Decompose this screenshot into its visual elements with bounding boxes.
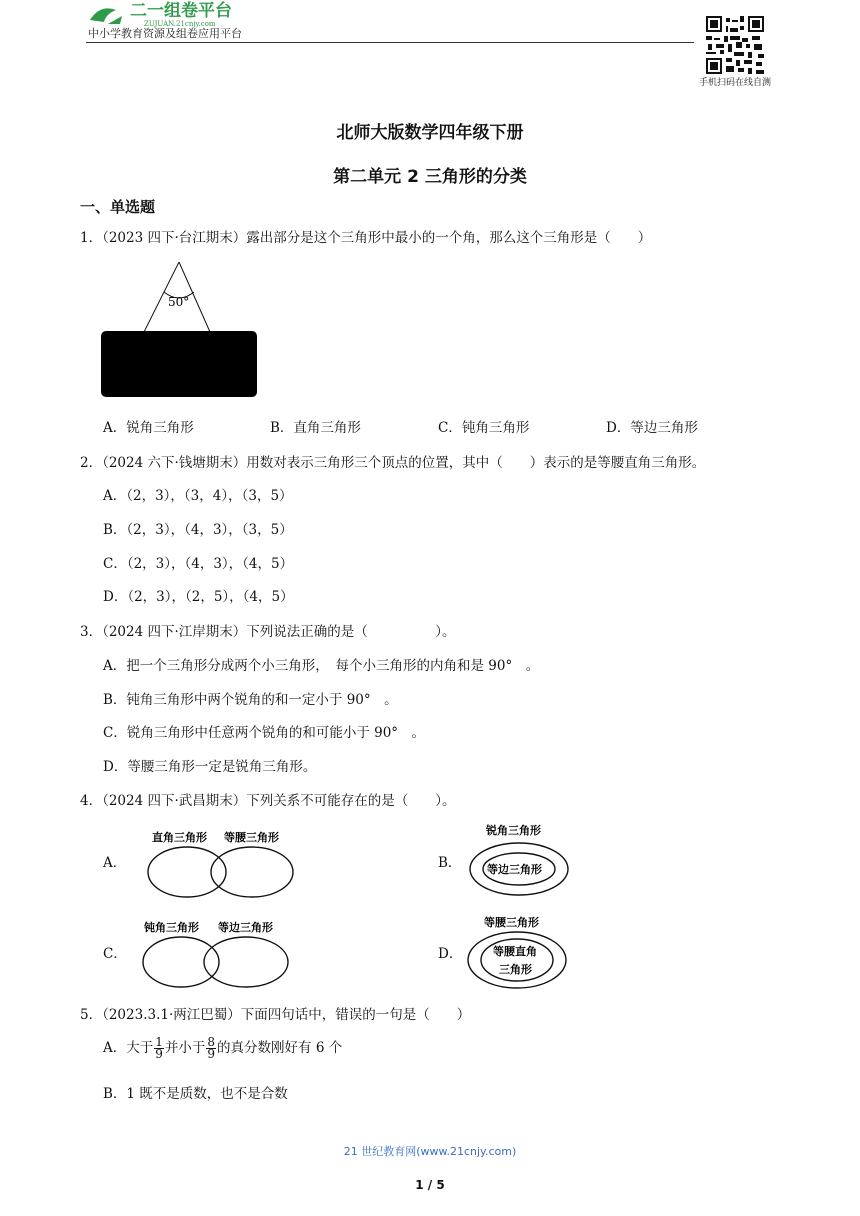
label-isosceles-triangle: 等腰三角形 [224, 831, 279, 844]
header-divider [86, 42, 694, 43]
covering-rectangle [101, 331, 257, 397]
footer-link[interactable]: 21 世纪教育网(www.21cnjy.com) [343, 1145, 517, 1158]
q3-option-a[interactable]: A．把一个三角形分成两个小三角形， 每个小三角形的内角和是 90° 。 [103, 658, 540, 674]
fraction-one-ninth: $\frac{1}{9}$ [155, 1035, 163, 1061]
question-4-stem: 4．（2024 四下·武昌期末）下列关系不可能存在的是（ ）。 [80, 793, 456, 809]
q5-a-suffix: 的真分数刚好有 6 个 [217, 1040, 343, 1056]
question-3-stem: 3．（2024 四下·江岸期末）下列说法正确的是（ ）。 [80, 624, 456, 640]
qr-caption: 手机扫码在线自测 [698, 78, 771, 88]
logo-runner-icon [90, 8, 116, 22]
q1-option-b[interactable]: B．直角三角形 [270, 420, 361, 436]
label-acute-triangle: 锐角三角形 [486, 824, 541, 837]
logo-url: ZUJUAN.21cnjy.com [144, 20, 216, 28]
q5-a-prefix: A．大于 [103, 1040, 154, 1056]
q4-diagram-d [464, 912, 570, 990]
q5-option-a[interactable] [103, 1036, 342, 1060]
logo-brand: 二一组卷平台 [130, 1, 232, 21]
label-right-triangle: 直角三角形 [152, 831, 207, 844]
q3-option-d[interactable]: D．等腰三角形一定是锐角三角形。 [103, 759, 317, 775]
question-1-figure [98, 256, 260, 402]
page-subtitle: 第二单元 2 三角形的分类 [333, 167, 527, 187]
question-1-stem: 1．（2023 四下·台江期末）露出部分是这个三角形中最小的一个角，那么这个三角形是（ ） [80, 230, 652, 246]
page-title: 北师大版数学四年级下册 [336, 123, 524, 143]
q1-option-a[interactable]: A．锐角三角形 [103, 420, 194, 436]
angle-label: 50° [168, 295, 190, 309]
question-2-stem: 2．（2024 六下·钱塘期末）用数对表示三角形三个顶点的位置，其中（ ）表示的是等腰直角三角形。 [80, 455, 706, 471]
label-equilateral-triangle: 等边三角形 [487, 863, 542, 876]
fraction-eight-ninths: $\frac{8}{9}$ [207, 1035, 216, 1061]
label-isosceles-right-line2: 三角形 [499, 963, 532, 976]
q1-option-d[interactable]: D．等边三角形 [606, 420, 698, 436]
q2-option-a[interactable]: A．（2，3），（3，4），（3，5） [103, 488, 293, 504]
q5-option-b[interactable]: B．1 既不是质数，也不是合数 [103, 1086, 288, 1102]
q4-diagram-c [138, 916, 298, 990]
page-number: 1 / 5 [415, 1178, 445, 1192]
header-subtitle: 中小学教育资源及组卷应用平台 [88, 27, 242, 40]
q3-option-b[interactable]: B．钝角三角形中两个锐角的和一定小于 90° 。 [103, 692, 398, 708]
q4-option-b-letter[interactable]: B． [438, 855, 462, 871]
q2-option-b[interactable]: B．（2，3），（4，3），（3，5） [103, 522, 293, 538]
q4-option-a-letter[interactable]: A． [103, 855, 127, 871]
label-isosceles-triangle-d: 等腰三角形 [484, 916, 539, 929]
q4-diagram-b [466, 820, 572, 898]
q1-option-c[interactable]: C．钝角三角形 [438, 420, 530, 436]
question-5-stem: 5．（2023.3.1·两江巴蜀）下面四句话中，错误的一句是（ ） [80, 1007, 471, 1023]
q4-diagram-a [140, 826, 300, 900]
label-equilateral-triangle-c: 等边三角形 [218, 921, 273, 934]
q2-option-c[interactable]: C．（2，3），（4，3），（4，5） [103, 556, 294, 572]
q2-option-d[interactable]: D．（2，3），（2，5），（4，5） [103, 589, 294, 605]
label-isosceles-right-line1: 等腰直角 [493, 945, 537, 958]
q4-option-d-letter[interactable]: D． [438, 946, 463, 962]
q3-option-c[interactable]: C．锐角三角形中任意两个锐角的和可能小于 90° 。 [103, 725, 426, 741]
label-obtuse-triangle: 钝角三角形 [144, 921, 199, 934]
section-heading: 一、单选题 [80, 198, 156, 216]
qr-code-icon[interactable] [706, 16, 764, 74]
q5-a-middle: 并小于 [164, 1040, 206, 1056]
q4-option-c-letter[interactable]: C． [103, 946, 127, 962]
